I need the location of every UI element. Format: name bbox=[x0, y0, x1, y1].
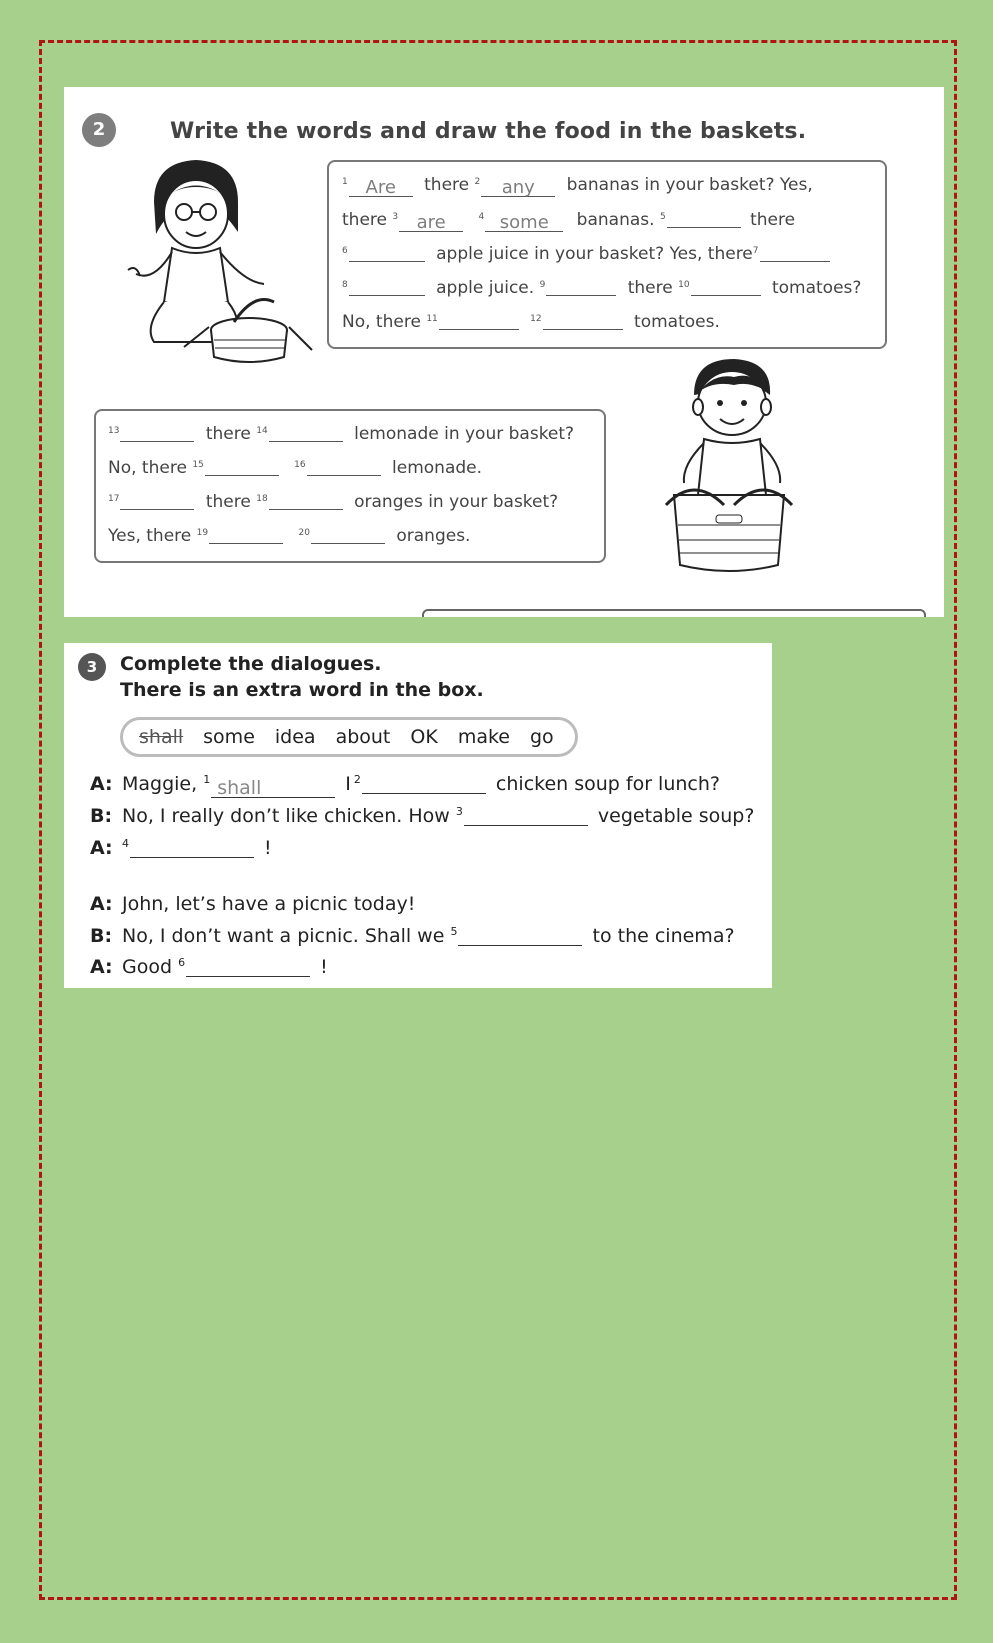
girl-with-basket-illustration bbox=[114, 152, 329, 367]
word-box bbox=[120, 717, 578, 757]
dialogue1-line-2: B: No, I really don’t like chicken. How $^3$ vegetable soup? bbox=[90, 805, 755, 827]
dialogue-blank-6[interactable] bbox=[186, 956, 310, 977]
blank-11[interactable] bbox=[439, 311, 519, 330]
blank-16[interactable] bbox=[307, 457, 381, 476]
dialogue-blank-4[interactable] bbox=[130, 837, 254, 858]
exercise-3-title: Complete the dialogues. bbox=[120, 653, 382, 675]
word-go: go bbox=[529, 726, 554, 748]
dialogue2-line-2: B: No, I don’t want a picnic. Shall we $^5$ to the cinema? bbox=[90, 925, 735, 947]
blank-10[interactable] bbox=[691, 277, 761, 296]
blank-9[interactable] bbox=[546, 277, 616, 296]
blank-2[interactable]: any bbox=[481, 178, 555, 197]
blank-14[interactable] bbox=[269, 423, 343, 442]
word-make: make bbox=[457, 726, 510, 748]
blank-1[interactable]: Are bbox=[349, 178, 413, 197]
cut-off-box-edge bbox=[422, 609, 926, 617]
dialogue-blank-3[interactable] bbox=[464, 805, 588, 826]
word-about: about bbox=[335, 726, 391, 748]
dialogue2-line-3: A: Good $^6$ ! bbox=[90, 956, 328, 978]
box2-line-4: Yes, there $^{19}$ $^{20}$ oranges. bbox=[108, 526, 471, 546]
word-ok: OK bbox=[410, 726, 438, 748]
exercise-3-panel bbox=[64, 643, 772, 988]
blank-5[interactable] bbox=[667, 209, 741, 228]
blank-7[interactable] bbox=[760, 243, 830, 262]
blank-17[interactable] bbox=[120, 491, 194, 510]
exercise-2-number: 2 bbox=[82, 113, 116, 147]
dialogue2-line-1: A: John, let’s have a picnic today! bbox=[90, 893, 416, 915]
box1-line-5: No, there $^{11}$ $^{12}$ tomatoes. bbox=[342, 312, 720, 332]
box1-line-4: $^8$ apple juice. $^9$ there $^{10}$ tomatoes? bbox=[342, 278, 862, 298]
right-edge-band bbox=[993, 0, 1000, 1643]
blank-8[interactable] bbox=[349, 277, 425, 296]
exercise-3-number: 3 bbox=[78, 653, 106, 681]
blank-20[interactable] bbox=[311, 525, 385, 544]
dialogue1-line-3: A: $^4$ ! bbox=[90, 837, 272, 859]
blank-3[interactable]: are bbox=[399, 213, 463, 232]
boy-with-basket-illustration bbox=[654, 355, 804, 605]
dialogue-blank-1[interactable]: shall bbox=[211, 777, 335, 798]
blank-19[interactable] bbox=[209, 525, 283, 544]
box2-line-2: No, there $^{15}$ $^{16}$ lemonade. bbox=[108, 458, 483, 478]
dialogue1-line-1: A: Maggie, $^1$ shall I $^2$ chicken soup for lunch? bbox=[90, 773, 720, 799]
exercise-2-title: Write the words and draw the food in the baskets. bbox=[170, 119, 807, 144]
word-shall: shall bbox=[139, 726, 184, 748]
box1-line-2: there $^3$ are $^4$ some bananas. $^5$ there bbox=[342, 210, 796, 233]
blank-12[interactable] bbox=[543, 311, 623, 330]
box2-line-1: $^{13}$ there $^{14}$ lemonade in your basket? bbox=[108, 424, 575, 444]
box1-line-1: $^1$ Are there $^2$ any bananas in your basket? Yes, bbox=[342, 175, 813, 198]
word-idea: idea bbox=[274, 726, 316, 748]
blank-13[interactable] bbox=[120, 423, 194, 442]
blank-15[interactable] bbox=[205, 457, 279, 476]
exercise-2-panel bbox=[64, 87, 944, 617]
box2-line-3: $^{17}$ there $^{18}$ oranges in your basket? bbox=[108, 492, 559, 512]
blank-4[interactable]: some bbox=[485, 213, 563, 232]
dialogue-blank-5[interactable] bbox=[458, 925, 582, 946]
word-some: some bbox=[203, 726, 255, 748]
exercise-3-subtitle: There is an extra word in the box. bbox=[120, 679, 484, 701]
blank-18[interactable] bbox=[269, 491, 343, 510]
blank-6[interactable] bbox=[349, 243, 425, 262]
dialogue-blank-2[interactable] bbox=[362, 773, 486, 794]
box1-line-3: $^6$ apple juice in your basket? Yes, there$^7$ bbox=[342, 243, 830, 264]
